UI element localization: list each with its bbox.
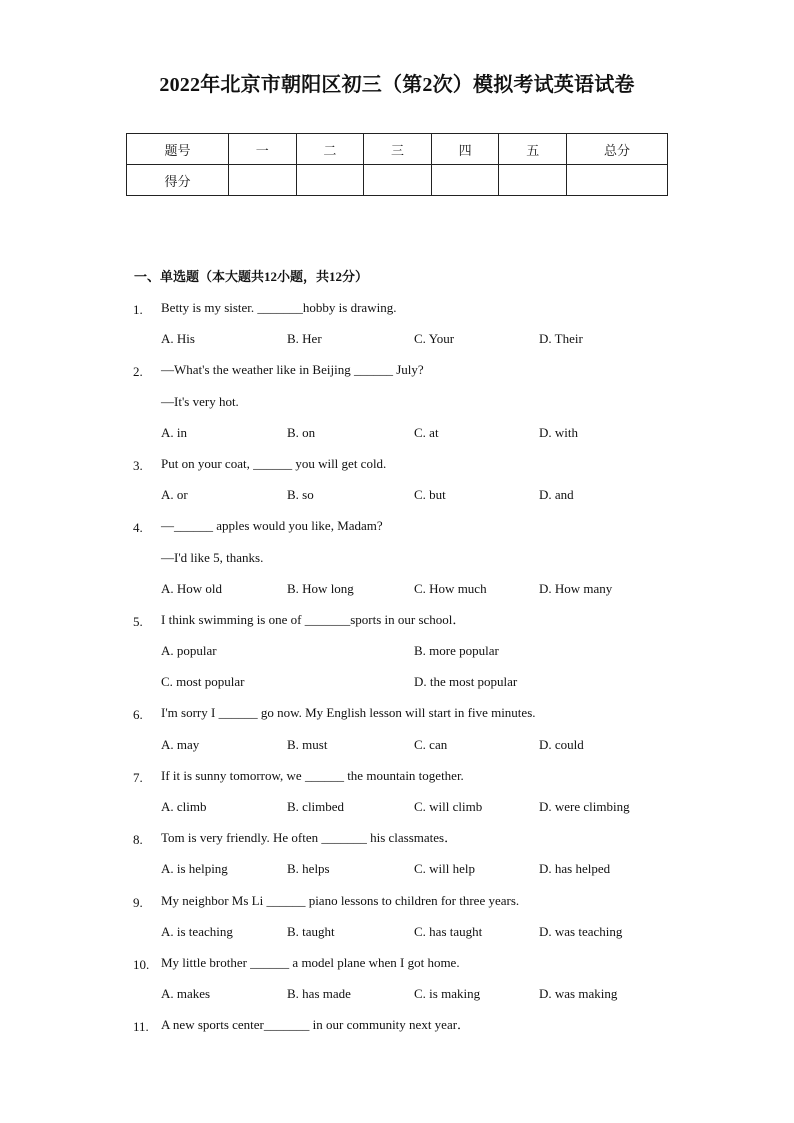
options-row (0, 791, 794, 822)
header-cell-total: 总分 (567, 134, 668, 165)
option-d: D. Their (539, 331, 583, 347)
options-row (0, 916, 794, 947)
option-b: B. so (287, 487, 314, 503)
question-stem: My little brother ______ a model plane when I got home. (161, 954, 460, 970)
option-a: A. makes (161, 986, 211, 1002)
score-table-score-row (127, 165, 668, 196)
option-b: B. more popular (414, 643, 499, 659)
option-d: D. was making (539, 986, 618, 1002)
question-number: 8. (133, 832, 143, 848)
score-cell-part-4 (431, 165, 499, 196)
score-cell-total (567, 165, 668, 196)
question-stem-line (0, 510, 794, 541)
question-number: 11. (133, 1019, 149, 1035)
question-stem: I think swimming is one of _______sports in our school． (161, 611, 466, 627)
question-number: 2. (133, 364, 143, 380)
options-row (0, 323, 794, 354)
option-a: A. His (161, 331, 195, 347)
option-a: A. is helping (161, 861, 228, 877)
option-c: C. most popular (161, 674, 245, 690)
score-cell-part-5 (499, 165, 567, 196)
question-number: 7. (133, 769, 143, 785)
option-a: A. How old (161, 580, 223, 596)
question-number: 10. (133, 956, 150, 972)
option-d: D. was teaching (539, 923, 623, 939)
option-c: C. will help (414, 861, 476, 877)
option-b: B. Her (287, 331, 322, 347)
question-list (0, 292, 794, 1041)
option-c: C. can (414, 736, 448, 752)
question-stem: Tom is very friendly. He often _______ his classmates． (161, 830, 458, 846)
question-2 (0, 354, 794, 448)
question-stem: A new sports center_______ in our community next year． (161, 1017, 471, 1033)
question-7 (0, 760, 794, 822)
dialogue-reply: —I'd like 5, thanks. (161, 549, 264, 565)
option-d: D. How many (539, 580, 613, 596)
question-5 (0, 604, 794, 698)
score-cell-part-1 (228, 165, 296, 196)
exam-title: 2022年北京市朝阳区初三（第2次）模拟考试英语试卷 (159, 74, 635, 96)
option-b: B. How long (287, 580, 354, 596)
dialogue-reply: —It's very hot. (161, 393, 239, 409)
question-number: 1. (133, 302, 143, 317)
section-heading: 一、单选题（本大题共12小题，共12分） (134, 269, 369, 284)
options-row (0, 729, 794, 760)
option-b: B. must (287, 736, 328, 752)
header-cell-part-3: 三 (364, 134, 432, 165)
options-row (0, 417, 794, 448)
option-a: A. is teaching (161, 923, 233, 939)
question-number: 4. (133, 520, 143, 536)
question-stem: Betty is my sister. _______hobby is drawing. (161, 300, 397, 315)
option-c: C. is making (414, 986, 481, 1002)
question-3 (0, 448, 794, 510)
question-stem-line (0, 822, 794, 853)
question-stem-line (0, 354, 794, 385)
score-cell-part-2 (296, 165, 364, 196)
header-cell-part-1: 一 (228, 134, 296, 165)
question-4 (0, 510, 794, 604)
header-cell-part-2: 二 (296, 134, 364, 165)
header-cell-part-4: 四 (431, 134, 499, 165)
question-number: 3. (133, 457, 143, 473)
score-cell-part-3 (364, 165, 432, 196)
option-b: B. taught (287, 923, 335, 939)
question-stem-line (0, 292, 794, 323)
question-stem-line (0, 697, 794, 728)
dialogue-reply-line (0, 542, 794, 573)
dialogue-reply-line (0, 386, 794, 417)
question-stem: —What's the weather like in Beijing ______ July? (161, 362, 424, 378)
option-a: A. popular (161, 643, 217, 659)
option-a: A. climb (161, 799, 207, 814)
question-9 (0, 885, 794, 947)
question-stem-line (0, 1009, 794, 1040)
question-11 (0, 1009, 794, 1040)
option-c: C. but (414, 487, 446, 503)
option-c: C. has taught (414, 923, 483, 939)
option-b: B. has made (287, 986, 351, 1002)
options-row (0, 666, 794, 697)
question-8 (0, 822, 794, 884)
options-row (0, 635, 794, 666)
option-c: C. at (414, 424, 439, 440)
option-d: D. has helped (539, 861, 611, 877)
options-row (0, 573, 794, 604)
question-6 (0, 697, 794, 759)
question-stem-line (0, 448, 794, 479)
option-d: D. were climbing (539, 799, 630, 814)
question-stem-line (0, 947, 794, 978)
score-table (126, 133, 668, 196)
question-1 (0, 292, 794, 354)
score-table-header-row (127, 134, 668, 165)
option-a: A. or (161, 487, 188, 503)
option-d: D. the most popular (414, 674, 518, 690)
option-b: B. helps (287, 861, 330, 877)
question-stem: If it is sunny tomorrow, we ______ the mountain together. (161, 767, 464, 783)
option-d: D. and (539, 487, 574, 503)
option-d: D. could (539, 736, 584, 752)
options-row (0, 853, 794, 884)
question-10 (0, 947, 794, 1009)
option-a: A. may (161, 736, 200, 752)
header-cell-question-number: 题号 (127, 134, 229, 165)
options-row (0, 978, 794, 1009)
option-b: B. on (287, 424, 316, 440)
question-stem: Put on your coat, ______ you will get cold. (161, 455, 387, 471)
option-c: C. How much (414, 580, 487, 596)
option-b: B. climbed (287, 799, 345, 814)
question-number: 9. (133, 894, 143, 910)
question-stem: I'm sorry I ______ go now. My English lesson will start in five minutes. (161, 705, 536, 721)
option-a: A. in (161, 424, 187, 440)
header-cell-part-5: 五 (499, 134, 567, 165)
question-number: 5. (133, 613, 143, 629)
question-stem: —______ apples would you like, Madam? (161, 518, 383, 534)
question-number: 6. (133, 707, 143, 723)
question-stem-line (0, 760, 794, 791)
option-c: C. will climb (414, 799, 483, 814)
option-d: D. with (539, 424, 578, 440)
question-stem-line (0, 604, 794, 635)
option-c: C. Your (414, 331, 455, 347)
question-stem: My neighbor Ms Li ______ piano lessons to children for three years. (161, 892, 520, 908)
options-row (0, 479, 794, 510)
score-row-label: 得分 (127, 165, 229, 196)
question-stem-line (0, 885, 794, 916)
